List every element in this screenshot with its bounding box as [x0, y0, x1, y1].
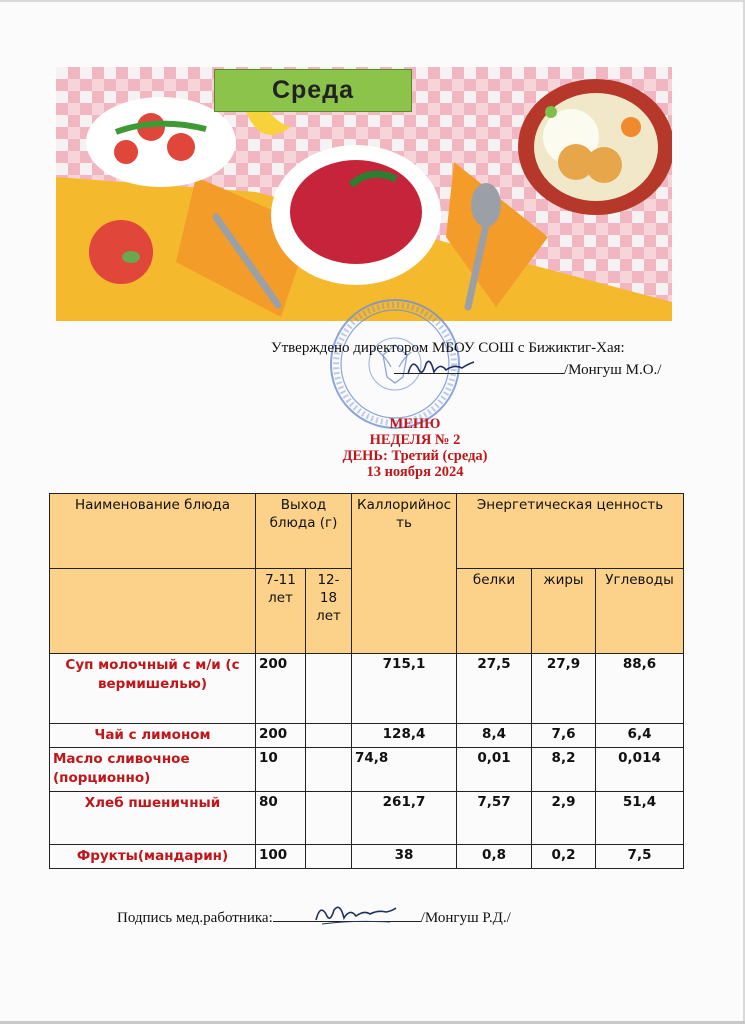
carbs-value: 88,6	[596, 654, 684, 724]
table-row	[50, 792, 684, 845]
proteins-value: 8,4	[457, 724, 532, 748]
carbs-value: 0,014	[596, 748, 684, 792]
cutlet-2	[586, 147, 622, 183]
tomato	[89, 220, 153, 284]
header-output: Выход блюда (г)	[256, 494, 352, 569]
header-proteins: белки	[457, 569, 532, 654]
proteins-value: 0,8	[457, 845, 532, 869]
day-label: Среда	[214, 69, 412, 112]
medical-signer: /Монгуш Р.Д./	[420, 910, 511, 926]
tomato-leaf	[122, 251, 140, 263]
day-title: ДЕНЬ: Третий (среда)	[342, 448, 488, 464]
header-fats: жиры	[532, 569, 596, 654]
table-row	[50, 748, 684, 792]
medical-label: Подпись мед.работника:	[117, 910, 273, 926]
dish-name: Масло сливочное (порционно)	[50, 748, 256, 792]
age1-value: 200	[256, 724, 306, 748]
proteins-value: 27,5	[457, 654, 532, 724]
fats-value: 0,2	[532, 845, 596, 869]
food-banner	[56, 67, 672, 321]
date-title: 13 ноября 2024	[366, 464, 464, 480]
header-age-12-18: 12-18 лет	[306, 569, 352, 654]
carbs-value: 51,4	[596, 792, 684, 845]
scan-edge-top	[0, 0, 745, 2]
header-energy: Энергетическая ценность	[457, 494, 684, 569]
approval-signer: /Монгуш М.О./	[564, 362, 662, 378]
menu-title: МЕНЮ	[389, 416, 441, 432]
dish-name: Хлеб пшеничный	[50, 792, 256, 845]
table-row	[50, 654, 684, 724]
age1-value: 200	[256, 654, 306, 724]
age1-value: 100	[256, 845, 306, 869]
table-row	[50, 845, 684, 869]
week-title: НЕДЕЛЯ № 2	[369, 432, 461, 448]
carrot	[621, 117, 641, 137]
dish-name: Чай с лимоном	[50, 724, 256, 748]
fats-value: 8,2	[532, 748, 596, 792]
header-dish: Наименование блюда	[50, 494, 256, 569]
fats-value: 27,9	[532, 654, 596, 724]
borscht	[290, 160, 422, 264]
fats-value: 7,6	[532, 724, 596, 748]
proteins-value: 7,57	[457, 792, 532, 845]
age2-value	[306, 845, 352, 869]
director-signature	[404, 354, 476, 382]
age2-value	[306, 724, 352, 748]
age2-value	[306, 654, 352, 724]
approval-line: Утверждено директором МБОУ СОШ с Бижиктиг-Хая:	[271, 340, 625, 356]
proteins-value: 0,01	[457, 748, 532, 792]
header-carbs: Углеводы	[596, 569, 684, 654]
calories-value: 261,7	[352, 792, 457, 845]
tomato-slice-3	[114, 140, 138, 164]
dish-name: Суп молочный с м/и (с вермишелью)	[50, 654, 256, 724]
spoon-head	[471, 183, 501, 227]
carbs-value: 6,4	[596, 724, 684, 748]
header-dish-filler	[50, 569, 256, 654]
tomato-slice-2	[167, 133, 195, 161]
table-row	[50, 724, 684, 748]
age2-value	[306, 792, 352, 845]
header-age-7-11: 7-11 лет	[256, 569, 306, 654]
pea	[545, 106, 557, 118]
dish-name: Фрукты(мандарин)	[50, 845, 256, 869]
menu-table	[49, 493, 684, 869]
fats-value: 2,9	[532, 792, 596, 845]
calories-value: 715,1	[352, 654, 457, 724]
age2-value	[306, 748, 352, 792]
calories-value: 38	[352, 845, 457, 869]
age1-value: 80	[256, 792, 306, 845]
age1-value: 10	[256, 748, 306, 792]
calories-value: 128,4	[352, 724, 457, 748]
header-calories: Каллорийность	[352, 494, 457, 654]
menu-heading	[250, 416, 580, 480]
carbs-value: 7,5	[596, 845, 684, 869]
medical-signature	[312, 898, 398, 928]
calories-value: 74,8	[352, 748, 457, 792]
